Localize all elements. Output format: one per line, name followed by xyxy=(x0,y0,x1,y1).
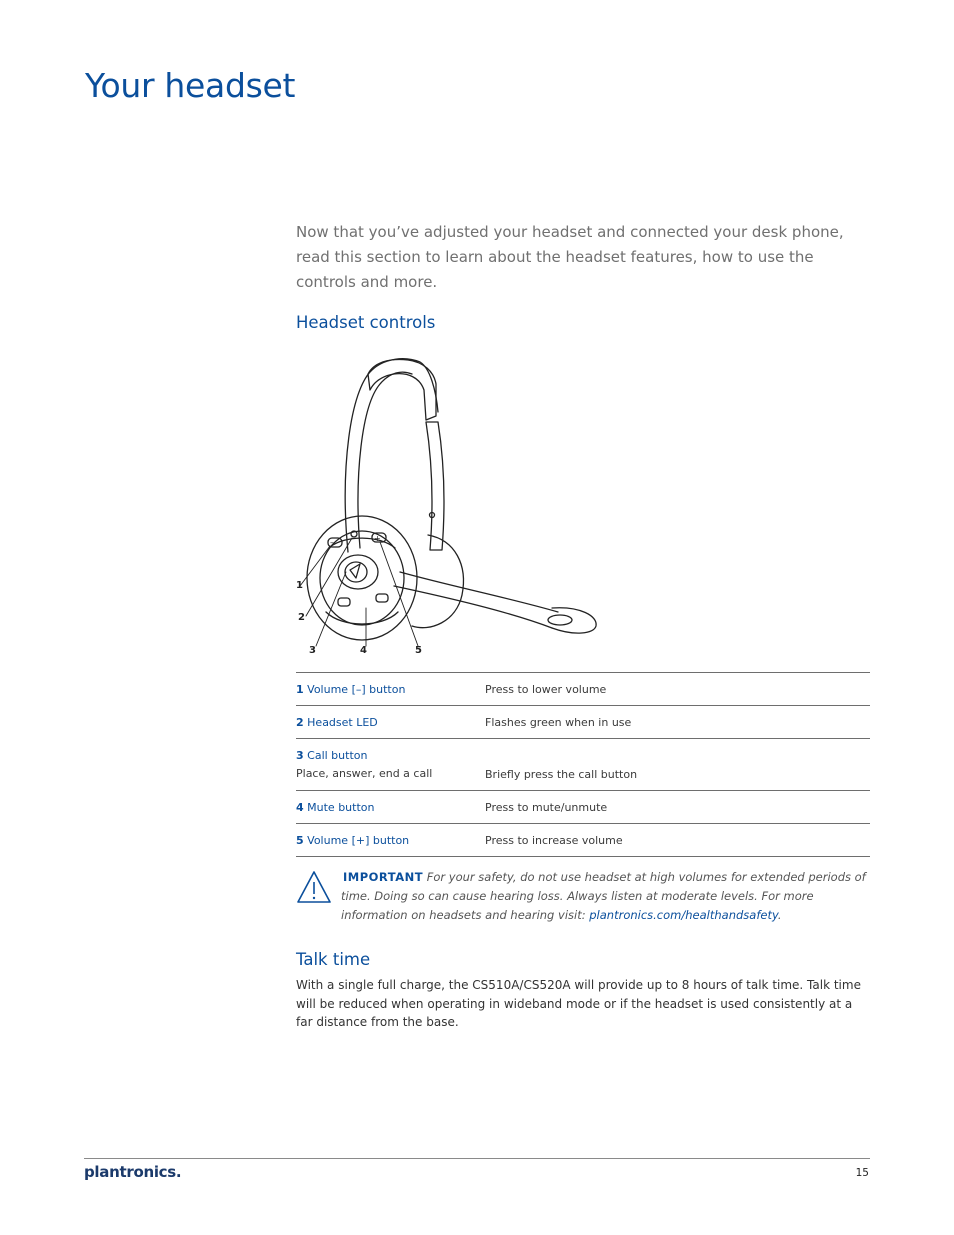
table-row xyxy=(296,673,870,706)
action-cell: Press to increase volume xyxy=(485,824,870,857)
callout-label: 5 xyxy=(415,645,422,656)
control-label: Headset LED xyxy=(307,716,378,729)
control-number: 1 xyxy=(296,683,304,696)
callout-label: 3 xyxy=(309,645,316,656)
control-label: Volume [–] button xyxy=(307,683,406,696)
svg-text:–: – xyxy=(330,538,334,547)
control-number: 3 xyxy=(296,749,304,762)
action-cell: Flashes green when in use xyxy=(485,706,870,739)
callout-label: 1 xyxy=(296,580,303,591)
control-cell xyxy=(296,673,485,706)
svg-text:+: + xyxy=(374,534,381,543)
control-number: 5 xyxy=(296,834,304,847)
health-safety-link[interactable]: plantronics.com/healthandsafety xyxy=(589,908,778,922)
important-end: . xyxy=(777,908,782,922)
important-text: For your safety, do not use headset at high volumes for extended periods of time. Doing so can cause hearing loss. Always listen at moderate levels. For more information on headsets and hearing visit: xyxy=(341,870,866,922)
control-label: Mute button xyxy=(307,801,375,814)
headset-illustration xyxy=(290,350,610,660)
plantronics-logo: plantronics. xyxy=(84,1163,182,1181)
action-cell: Press to mute/unmute xyxy=(485,791,870,824)
page-title: Your headset xyxy=(85,66,296,105)
control-number: 2 xyxy=(296,716,304,729)
controls-table xyxy=(296,672,870,857)
control-description: Place, answer, end a call xyxy=(296,767,433,780)
warning-icon xyxy=(296,870,332,904)
action-cell: Briefly press the call button xyxy=(485,739,870,791)
control-cell xyxy=(296,791,485,824)
control-number: 4 xyxy=(296,801,304,814)
callout-label: 2 xyxy=(298,612,305,623)
control-cell xyxy=(296,739,485,791)
table-row xyxy=(296,706,870,739)
important-label: IMPORTANT xyxy=(343,870,424,884)
footer-divider xyxy=(84,1158,870,1159)
headset-controls-heading: Headset controls xyxy=(296,313,436,332)
table-row xyxy=(296,791,870,824)
control-cell xyxy=(296,706,485,739)
table-row xyxy=(296,739,870,791)
talk-time-paragraph: With a single full charge, the CS510A/CS520A will provide up to 8 hours of talk time. Talk time will be reduced when operating in wideband mode or if the headset is used consistently at a far distance from the base. xyxy=(296,978,861,1030)
control-cell xyxy=(296,824,485,857)
intro-paragraph: Now that you’ve adjusted your headset and connected your desk phone, read this section to learn about the headset features, how to use the controls and more. xyxy=(296,223,844,291)
control-label: Call button xyxy=(307,749,368,762)
talk-time-heading: Talk time xyxy=(296,950,371,969)
table-row xyxy=(296,824,870,857)
control-label: Volume [+] button xyxy=(307,834,410,847)
callout-label: 4 xyxy=(360,645,367,656)
page-number: 15 xyxy=(855,1167,869,1179)
action-cell: Press to lower volume xyxy=(485,673,870,706)
important-notice xyxy=(341,868,871,925)
